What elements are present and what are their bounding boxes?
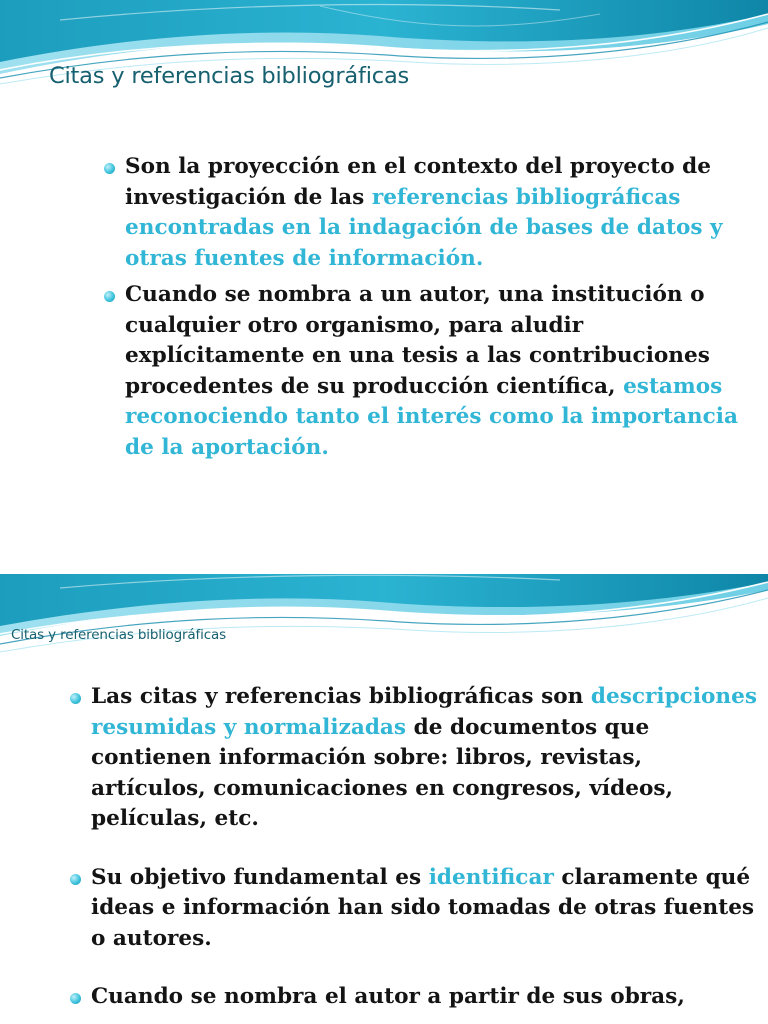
bullet-text: Cuando se nombra el autor a partir de sus obras,: [91, 984, 685, 1009]
bullet-text: Su objetivo fundamental es: [91, 864, 429, 890]
bullet-dot-icon: [70, 993, 81, 1004]
highlighted-text: descripciones resumidas y normalizadas: [91, 684, 758, 740]
bullet-item: [91, 982, 763, 1013]
decorative-wave-header: [0, 574, 768, 674]
bullet-list: [125, 152, 765, 469]
bullet-list: [91, 682, 763, 1024]
bullet-dot-icon: [70, 874, 81, 885]
bullet-dot-icon: [70, 693, 81, 704]
bullet-item: [125, 152, 765, 274]
slide-2: [0, 574, 768, 1024]
bullet-text-continued: claramente qué ideas e información han sido tomadas de otras fuentes o autores.: [91, 864, 755, 951]
bullet-text: Las citas y referencias bibliográficas son: [91, 684, 591, 709]
slide-title: Citas y referencias bibliográficas: [49, 63, 410, 89]
bullet-item: [91, 863, 763, 955]
highlighted-text: referencias bibliográficas encontradas en la indagación de bases de datos y otras fuentes de información.: [125, 184, 723, 271]
bullet-text: Cuando se nombra a un autor, una institución o cualquier otro organismo, para aludir explícitamente en una tesis a las contribuciones procedentes de su producción científica,: [125, 282, 710, 399]
slide-title: Citas y referencias bibliográficas: [11, 627, 227, 643]
bullet-dot-icon: [104, 163, 115, 174]
bullet-item: [125, 280, 765, 463]
bullet-text: Son la proyección en el contexto del proyecto de investigación de las: [125, 154, 711, 210]
bullet-item: [91, 682, 763, 835]
bullet-dot-icon: [104, 291, 115, 302]
slide-separator: [0, 565, 768, 574]
highlighted-text: estamos reconociendo tanto el interés como la importancia de la aportación.: [125, 373, 738, 460]
bullet-text-continued: de documentos que contienen información sobre: libros, revistas, artículos, comunicaciones en congresos, vídeos, películas, etc.: [91, 714, 674, 831]
highlighted-text: identificar: [428, 864, 554, 890]
